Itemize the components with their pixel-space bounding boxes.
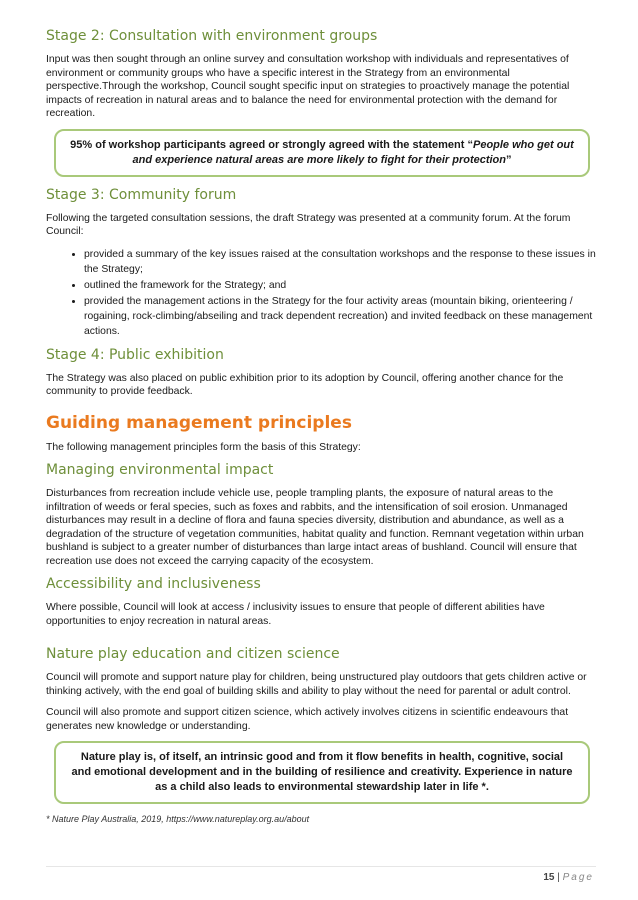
- list-item: • provided a summary of the key issues raised at the consultation workshops and the response to these issues in the Strategy;: [84, 247, 596, 277]
- stage3-bullet-list: [46, 247, 596, 339]
- list-item: • outlined the framework for the Strategy; and: [84, 278, 596, 293]
- stage2-callout: [54, 129, 590, 177]
- callout-prefix: 95% of workshop participants agreed or strongly agreed with the statement “: [70, 138, 473, 151]
- accessibility-body: Where possible, Council will look at access / inclusivity issues to ensure that people of different abilities have opportunities to enjoy recreation in natural areas.: [46, 602, 545, 627]
- footnote: * Nature Play Australia, 2019, https://www.natureplay.org.au/about: [46, 814, 310, 824]
- nature-play-callout: Nature play is, of itself, an intrinsic good and from it flow benefits in health, cognitive, social and emotional development and in the building of resilience and creativity. Experience in nature as a child also leads to environmental stewardship later in life *.: [54, 741, 590, 804]
- page-content: [46, 28, 596, 824]
- stage3-heading: Stage 3: Community forum: [46, 186, 237, 203]
- page-number-separator: |: [554, 872, 563, 883]
- guiding-principles-heading: Guiding management principles: [46, 412, 352, 433]
- stage4-heading: Stage 4: Public exhibition: [46, 346, 224, 363]
- footer-divider: [46, 866, 596, 867]
- callout-quote: People who get out and experience natural areas are more likely to fight for their protection: [132, 138, 574, 166]
- nature-play-body-2: Council will also promote and support citizen science, which actively involves citizens in scientific endeavours that generates new knowledge or understanding.: [46, 707, 569, 732]
- guiding-intro: The following management principles form the basis of this Strategy:: [46, 441, 361, 453]
- callout-suffix: ”: [506, 153, 512, 166]
- stage2-heading: Stage 2: Consultation with environment groups: [46, 28, 378, 44]
- environmental-heading: Managing environmental impact: [46, 462, 274, 478]
- list-item: • provided the management actions in the Strategy for the four activity areas (mountain biking, orienteering / rogaining, rock-climbing/abseiling and track dependent recreation) and invited feedback on these management actions.: [84, 294, 596, 339]
- stage3-intro: Following the targeted consultation sessions, the draft Strategy was presented at a community forum. At the forum Council:: [46, 212, 571, 237]
- page-word: Page: [562, 872, 594, 883]
- nature-play-body-1: Council will promote and support nature play for children, being unstructured play outdoors that gets children active or thinking actively, with the end goal of building skills and ability to play without the need for parental or adult control.: [46, 672, 587, 697]
- environmental-body: Disturbances from recreation include vehicle use, people trampling plants, the exposure of natural areas to the infiltration of weeds or feral species, such as foxes and rabbits, and the intensification of soil erosion. Unmanaged disturbances may result in a decline of flora and fauna species diversity, distribution and abundance, as well as a degradation of the structure of vegetation communities, habitat quality and function. Remnant vegetation within urban bushland is subject to a greater number of disturbances than large intact areas of bushland. Council will ensure that recreation use does not exceed the carrying capacity of the ecosystem.: [46, 488, 584, 567]
- page-number: [543, 872, 594, 883]
- page-number-value: 15: [543, 872, 555, 883]
- stage2-body: Input was then sought through an online survey and consultation workshop with individuals and representatives of environment or community groups who have a specific interest in the Strategy from an environmental perspective.Through the workshop, Council sought specific input on strategies to proactively manage the potential impacts of recreation in natural areas and to balance the need for environmental protection with the demand for recreation.: [46, 54, 570, 119]
- accessibility-heading: Accessibility and inclusiveness: [46, 576, 261, 592]
- stage4-body: The Strategy was also placed on public exhibition prior to its adoption by Council, offering another chance for the community to provide feedback.: [46, 372, 564, 397]
- nature-play-heading: Nature play education and citizen science: [46, 646, 340, 662]
